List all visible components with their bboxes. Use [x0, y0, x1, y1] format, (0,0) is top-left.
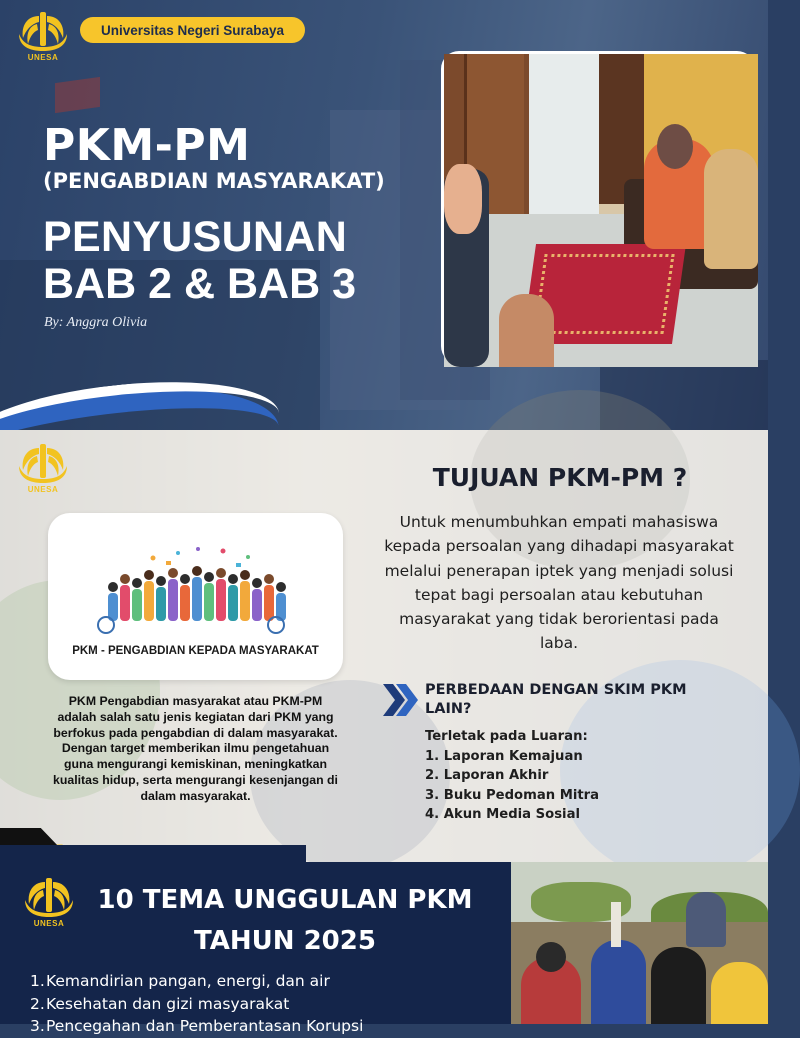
tema-title: 10 TEMA UNGGULAN PKM TAHUN 2025	[97, 885, 473, 956]
list-text: Kesehatan dan gizi masyarakat	[46, 994, 290, 1013]
list-number: 3.	[30, 1017, 45, 1035]
list-number: 1.	[30, 972, 45, 990]
headline-line-2: BAB 2 & BAB 3	[43, 260, 356, 308]
list-text: Kemandirian pangan, energi, dan air	[46, 972, 330, 990]
headline-line-1: PENYUSUNAN	[43, 213, 348, 261]
author-byline: By: Anggra Olivia	[44, 315, 148, 330]
tema-list	[30, 970, 363, 1038]
meeting-photo	[441, 51, 755, 364]
unesa-emblem-icon	[15, 4, 71, 52]
page-subtitle: (PENGABDIAN MASYARAKAT)	[43, 169, 385, 193]
unesa-logo	[21, 870, 77, 930]
tujuan-body: Untuk menumbuhkan empati mahasiswa kepada persoalan yang dihadapi masyarakat melalui penerapan iptek yang menjadi solusi tepat bagi persoalan atau kebutuhan masyarakat yang tidak berorientasi pada laba.	[384, 513, 734, 653]
background-flag	[55, 77, 100, 113]
tujuan-section	[0, 430, 768, 862]
luaran-list	[425, 747, 599, 824]
tujuan-title: TUJUAN PKM-PM ?	[432, 463, 688, 492]
unesa-emblem-icon	[15, 436, 71, 484]
list-item: 3. Buku Pedoman Mitra	[425, 787, 600, 803]
list-number: 2.	[30, 994, 45, 1013]
list-item	[30, 1015, 363, 1038]
community-crowd-illustration	[48, 513, 343, 643]
page-title: PKM-PM	[43, 120, 251, 171]
university-badge: Universitas Negeri Surabaya	[80, 17, 305, 43]
list-item: 2. Laporan Akhir	[425, 768, 549, 784]
perbedaan-title: PERBEDAAN DENGAN SKIM PKM LAIN?	[425, 682, 687, 717]
list-item	[30, 993, 363, 1016]
hero-section	[0, 0, 768, 430]
pkm-illustration-card	[48, 513, 343, 680]
logo-text: UNESA	[33, 919, 65, 928]
luaran-heading: Terletak pada Luaran:	[425, 729, 588, 744]
pkm-description: PKM Pengabdian masyarakat atau PKM-PM adalah salah satu jenis kegiatan dari PKM yang berfokus pada pengabdian di dalam masyarakat. Dengan target memberikan ilmu pengetahuan guna mengurangi kemiskinan, meningkatkan kualitas hidup, serta mengurangi kesenjangan di dalam masyarakat.	[53, 694, 338, 803]
tema-section	[0, 862, 768, 1035]
double-chevron-right-icon	[383, 684, 419, 716]
card-caption: PKM - PENGABDIAN KEPADA MASYARAKAT	[72, 645, 319, 657]
logo-text: UNESA	[27, 53, 59, 62]
list-text: Pencegahan dan Pemberantasan Korupsi	[46, 1017, 364, 1035]
list-item: 1. Laporan Kemajuan	[425, 749, 583, 764]
list-item	[30, 970, 363, 993]
list-item: 4. Akun Media Sosial	[425, 806, 580, 822]
unesa-emblem-icon	[21, 870, 77, 918]
unesa-logo	[15, 436, 71, 496]
logo-text: UNESA	[27, 485, 59, 494]
unesa-logo	[15, 4, 71, 64]
garden-photo	[511, 862, 768, 1024]
